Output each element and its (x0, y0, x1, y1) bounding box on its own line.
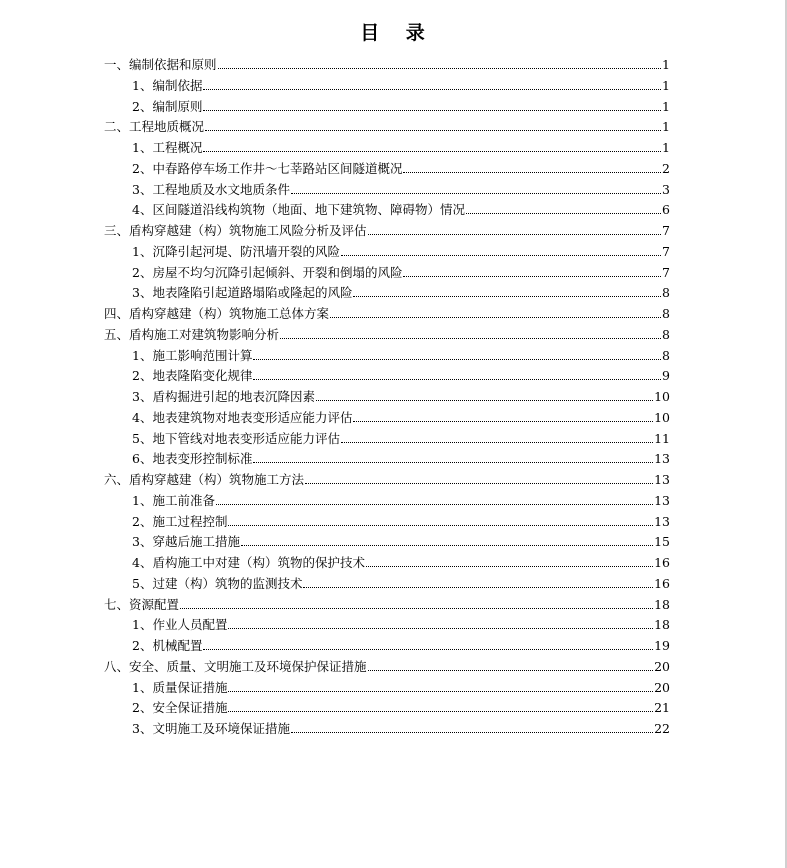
toc-page-number: 7 (662, 264, 670, 280)
toc-dot-leader (291, 732, 653, 733)
toc-page-number: 16 (654, 575, 670, 591)
toc-page-number: 7 (662, 223, 670, 238)
toc-subsection-entry[interactable] (132, 428, 670, 446)
toc-page-number: 22 (654, 721, 670, 736)
toc-page-number: 1 (662, 119, 670, 135)
toc-page-number: 1 (662, 98, 670, 114)
toc-subsection-entry[interactable] (132, 531, 670, 549)
toc-entry-title: 3、穿越后施工措施 (132, 534, 240, 550)
toc-entry-title: 二、工程地质概况 (104, 119, 205, 135)
toc-subsection-entry[interactable] (132, 158, 670, 176)
toc-dot-leader (341, 255, 661, 256)
toc-subsection-entry[interactable] (132, 677, 670, 695)
toc-entry-title: 三、盾构穿越建（构）筑物施工风险分析及评估 (104, 223, 367, 238)
toc-entry-title: 一、编制依据和原则 (104, 57, 217, 72)
toc-dot-leader (330, 317, 661, 318)
toc-entry-title: 1、施工影响范围计算 (132, 347, 253, 363)
toc-entry-title: 5、地下管线对地表变形适应能力评估 (132, 430, 340, 446)
toc-page-number: 2 (662, 160, 670, 176)
toc-page-number: 8 (662, 326, 670, 342)
toc-page-number: 13 (654, 451, 670, 467)
toc-dot-leader (253, 379, 661, 380)
toc-dot-leader (228, 711, 653, 712)
toc-entry-title: 2、房屋不均匀沉降引起倾斜、开裂和倒塌的风险 (132, 264, 403, 280)
toc-dot-leader (253, 462, 653, 463)
toc-dot-leader (203, 110, 661, 111)
toc-subsection-entry[interactable] (132, 552, 670, 570)
toc-dot-leader (341, 442, 653, 443)
toc-dot-leader (403, 172, 661, 173)
toc-entry-title: 2、地表隆陷变化规律 (132, 368, 253, 384)
toc-subsection-entry[interactable] (132, 614, 670, 632)
toc-entry-title: 四、盾构穿越建（构）筑物施工总体方案 (104, 306, 330, 321)
toc-subsection-entry[interactable] (132, 718, 670, 736)
toc-entry-title: 1、编制依据 (132, 77, 203, 93)
toc-section-entry[interactable] (104, 220, 670, 238)
toc-page-number: 20 (654, 679, 670, 695)
toc-entry-title: 1、作业人员配置 (132, 617, 228, 633)
toc-dot-leader (291, 193, 661, 194)
toc-page-number: 6 (662, 202, 670, 218)
toc-entry-title: 2、编制原则 (132, 98, 203, 114)
toc-entry-title: 3、地表隆陷引起道路塌陷或隆起的风险 (132, 285, 353, 301)
toc-section-entry[interactable] (104, 656, 670, 674)
toc-subsection-entry[interactable] (132, 365, 670, 383)
toc-page-number: 16 (654, 555, 670, 570)
toc-page-number: 10 (654, 389, 670, 404)
toc-subsection-entry[interactable] (132, 407, 670, 425)
toc-dot-leader (241, 545, 653, 546)
toc-page-number: 10 (654, 409, 670, 425)
toc-page-number: 8 (662, 306, 670, 321)
toc-subsection-entry[interactable] (132, 635, 670, 653)
toc-dot-leader (280, 338, 661, 339)
toc-subsection-entry[interactable] (132, 345, 670, 363)
toc-page-number: 18 (654, 596, 670, 612)
toc-dot-leader (216, 504, 653, 505)
toc-dot-leader (353, 421, 653, 422)
toc-page-number: 13 (654, 513, 670, 529)
toc-section-entry[interactable] (104, 116, 670, 134)
toc-entry-title: 2、机械配置 (132, 638, 203, 653)
toc-page-number: 15 (654, 534, 670, 550)
toc-page-number: 11 (654, 430, 670, 446)
toc-subsection-entry[interactable] (132, 179, 670, 197)
toc-page-number: 7 (662, 243, 670, 259)
toc-page-number: 3 (662, 181, 670, 197)
toc-entry-title: 1、工程概况 (132, 140, 203, 155)
toc-entry-title: 1、质量保证措施 (132, 679, 228, 695)
toc-entry-title: 3、盾构掘进引起的地表沉降因素 (132, 389, 315, 404)
toc-page-number: 8 (662, 285, 670, 301)
toc-dot-leader (305, 483, 653, 484)
toc-page-number: 19 (654, 638, 670, 653)
toc-dot-leader (180, 608, 653, 609)
toc-subsection-entry[interactable] (132, 96, 670, 114)
toc-dot-leader (218, 68, 661, 69)
toc-entry-title: 4、区间隧道沿线构筑物（地面、地下建筑物、障碍物）情况 (132, 202, 465, 218)
toc-section-entry[interactable] (104, 54, 670, 72)
toc-dot-leader (253, 359, 661, 360)
toc-section-entry[interactable] (104, 324, 670, 342)
toc-entry-title: 1、施工前准备 (132, 492, 215, 508)
toc-page-number: 18 (654, 617, 670, 633)
toc-subsection-entry[interactable] (132, 75, 670, 93)
toc-subsection-entry[interactable] (132, 448, 670, 466)
toc-dot-leader (203, 649, 653, 650)
toc-entry-title: 2、安全保证措施 (132, 700, 228, 716)
toc-entry-title: 七、资源配置 (104, 596, 180, 612)
toc-dot-leader (228, 628, 653, 629)
toc-entry-title: 五、盾构施工对建筑物影响分析 (104, 326, 280, 342)
toc-page-number: 21 (654, 700, 670, 716)
toc-subsection-entry[interactable] (132, 282, 670, 300)
toc-entry-title: 八、安全、质量、文明施工及环境保护保证措施 (104, 658, 367, 674)
toc-dot-leader (203, 151, 661, 152)
toc-entry-title: 5、过建（构）筑物的监测技术 (132, 575, 303, 591)
toc-dot-leader (228, 525, 653, 526)
toc-entry-title: 1、沉降引起河堤、防汛墙开裂的风险 (132, 243, 340, 259)
toc-dot-leader (203, 89, 661, 90)
toc-entry-title: 2、施工过程控制 (132, 513, 228, 529)
toc-dot-leader (368, 234, 661, 235)
toc-dot-leader (466, 213, 661, 214)
toc-subsection-entry[interactable] (132, 241, 670, 259)
toc-entry-title: 3、文明施工及环境保证措施 (132, 721, 290, 736)
toc-entry-title: 6、地表变形控制标准 (132, 451, 253, 467)
toc-page-number: 13 (654, 492, 670, 508)
toc-page-number: 13 (654, 472, 670, 487)
toc-dot-leader (368, 670, 654, 671)
toc-subsection-entry[interactable] (132, 697, 670, 715)
toc-dot-leader (316, 400, 653, 401)
toc-page-number: 9 (662, 368, 670, 384)
toc-page-number: 20 (654, 658, 670, 674)
toc-entry-title: 4、盾构施工中对建（构）筑物的保护技术 (132, 555, 365, 570)
toc-subsection-entry[interactable] (132, 386, 670, 404)
toc-page-number: 1 (662, 140, 670, 155)
toc-entry-title: 2、中春路停车场工作井～七莘路站区间隧道概况 (132, 160, 403, 176)
toc-section-entry[interactable] (104, 469, 670, 487)
toc-subsection-entry[interactable] (132, 511, 670, 529)
toc-section-entry[interactable] (104, 594, 670, 612)
toc-subsection-entry[interactable] (132, 137, 670, 155)
toc-dot-leader (366, 566, 653, 567)
toc-page-number: 1 (662, 57, 670, 72)
toc-subsection-entry[interactable] (132, 199, 670, 217)
toc-dot-leader (228, 691, 653, 692)
toc-section-entry[interactable] (104, 303, 670, 321)
toc-page-number: 1 (662, 77, 670, 93)
toc-dot-leader (205, 130, 661, 131)
toc-subsection-entry[interactable] (132, 490, 670, 508)
toc-dot-leader (303, 587, 653, 588)
toc-title: 目 录 (360, 22, 435, 44)
toc-subsection-entry[interactable] (132, 262, 670, 280)
toc-entry-title: 4、地表建筑物对地表变形适应能力评估 (132, 409, 353, 425)
toc-dot-leader (353, 296, 661, 297)
toc-page-number: 8 (662, 347, 670, 363)
toc-entry-title: 3、工程地质及水文地质条件 (132, 181, 290, 197)
toc-subsection-entry[interactable] (132, 573, 670, 591)
toc-entry-title: 六、盾构穿越建（构）筑物施工方法 (104, 472, 305, 487)
toc-dot-leader (403, 276, 661, 277)
